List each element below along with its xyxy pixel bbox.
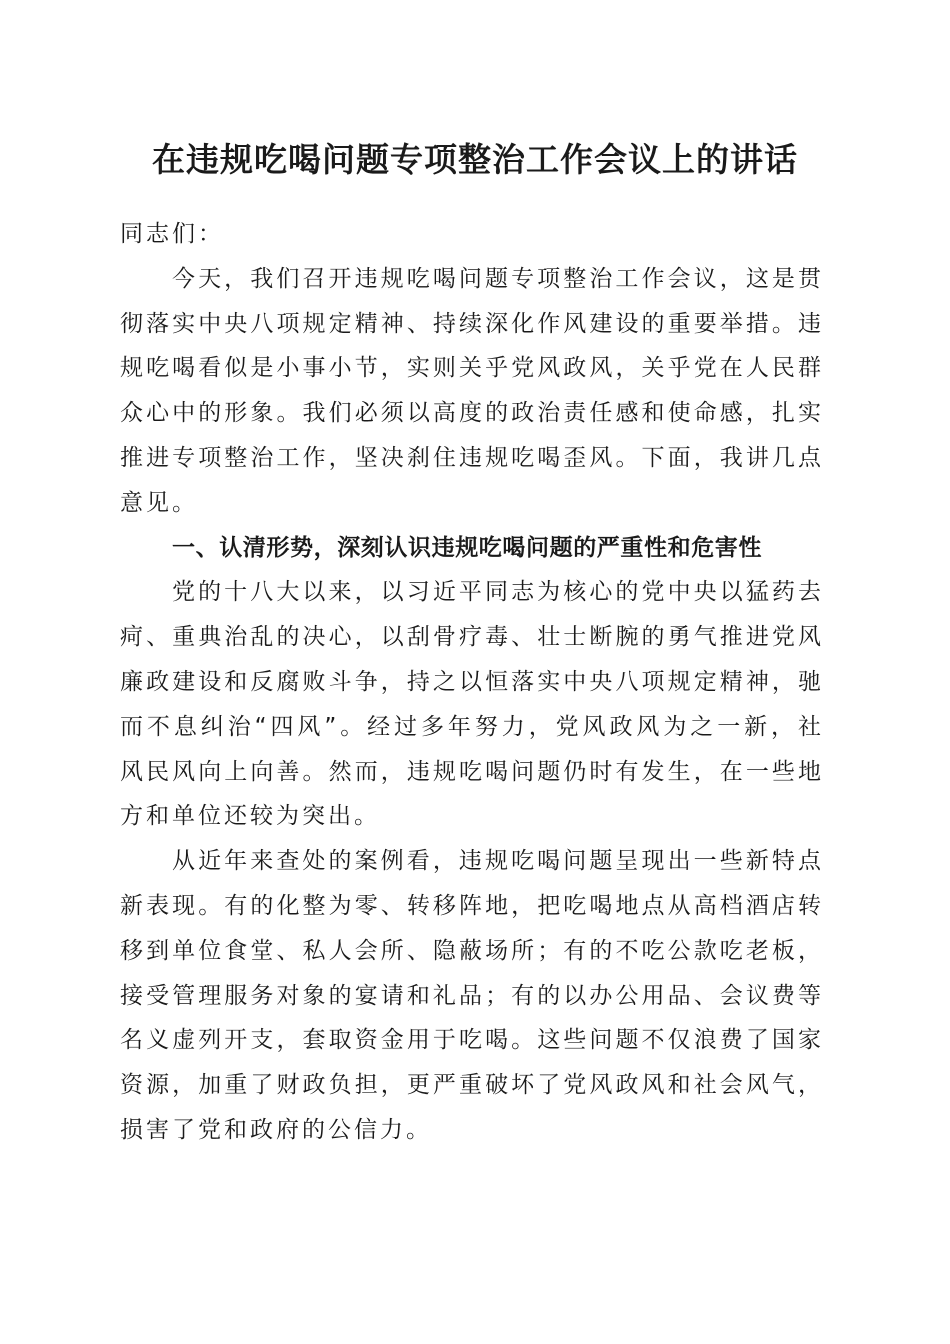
document-title: 在违规吃喝问题专项整治工作会议上的讲话 <box>152 140 798 179</box>
section-paragraph: 党的十八大以来，以习近平同志为核心的党中央以猛药去疴、重典治乱的决心，以刮骨疗毒、壮士断腕的勇气推进党风廉政建设和反腐败斗争，持之以恒落实中央八项规定精神，驰而不息纠治“四风”。经过多年努力，党风政风为之一新，社风民风向上向善。然而，违规吃喝问题仍时有发生，在一些地方和单位还较为突出。 <box>120 579 824 830</box>
intro-paragraph: 今天，我们召开违规吃喝问题专项整治工作会议，这是贯彻落实中央八项规定精神、持续深化作风建设的重要举措。违规吃喝看似是小事小节，实则关乎党风政风，关乎党在人民群众心中的形象。我们必须以高度的政治责任感和使命感，扎实推进专项整治工作，坚决刹住违规吃喝歪风。下面，我讲几点意见。 <box>120 265 824 516</box>
salutation: 同志们： <box>120 221 224 247</box>
section-paragraph: 从近年来查处的案例看，违规吃喝问题呈现出一些新特点新表现。有的化整为零、转移阵地，把吃喝地点从高档酒店转移到单位食堂、私人会所、隐蔽场所；有的不吃公款吃老板，接受管理服务对象的宴请和礼品；有的以办公用品、会议费等名义虚列开支，套取资金用于吃喝。这些问题不仅浪费了国家资源，加重了财政负担，更严重破坏了党风政风和社会风气，损害了党和政府的公信力。 <box>120 848 824 1143</box>
document-body <box>120 212 824 1153</box>
section-heading: 一、认清形势，深刻认识违规吃喝问题的严重性和危害性 <box>172 534 762 561</box>
